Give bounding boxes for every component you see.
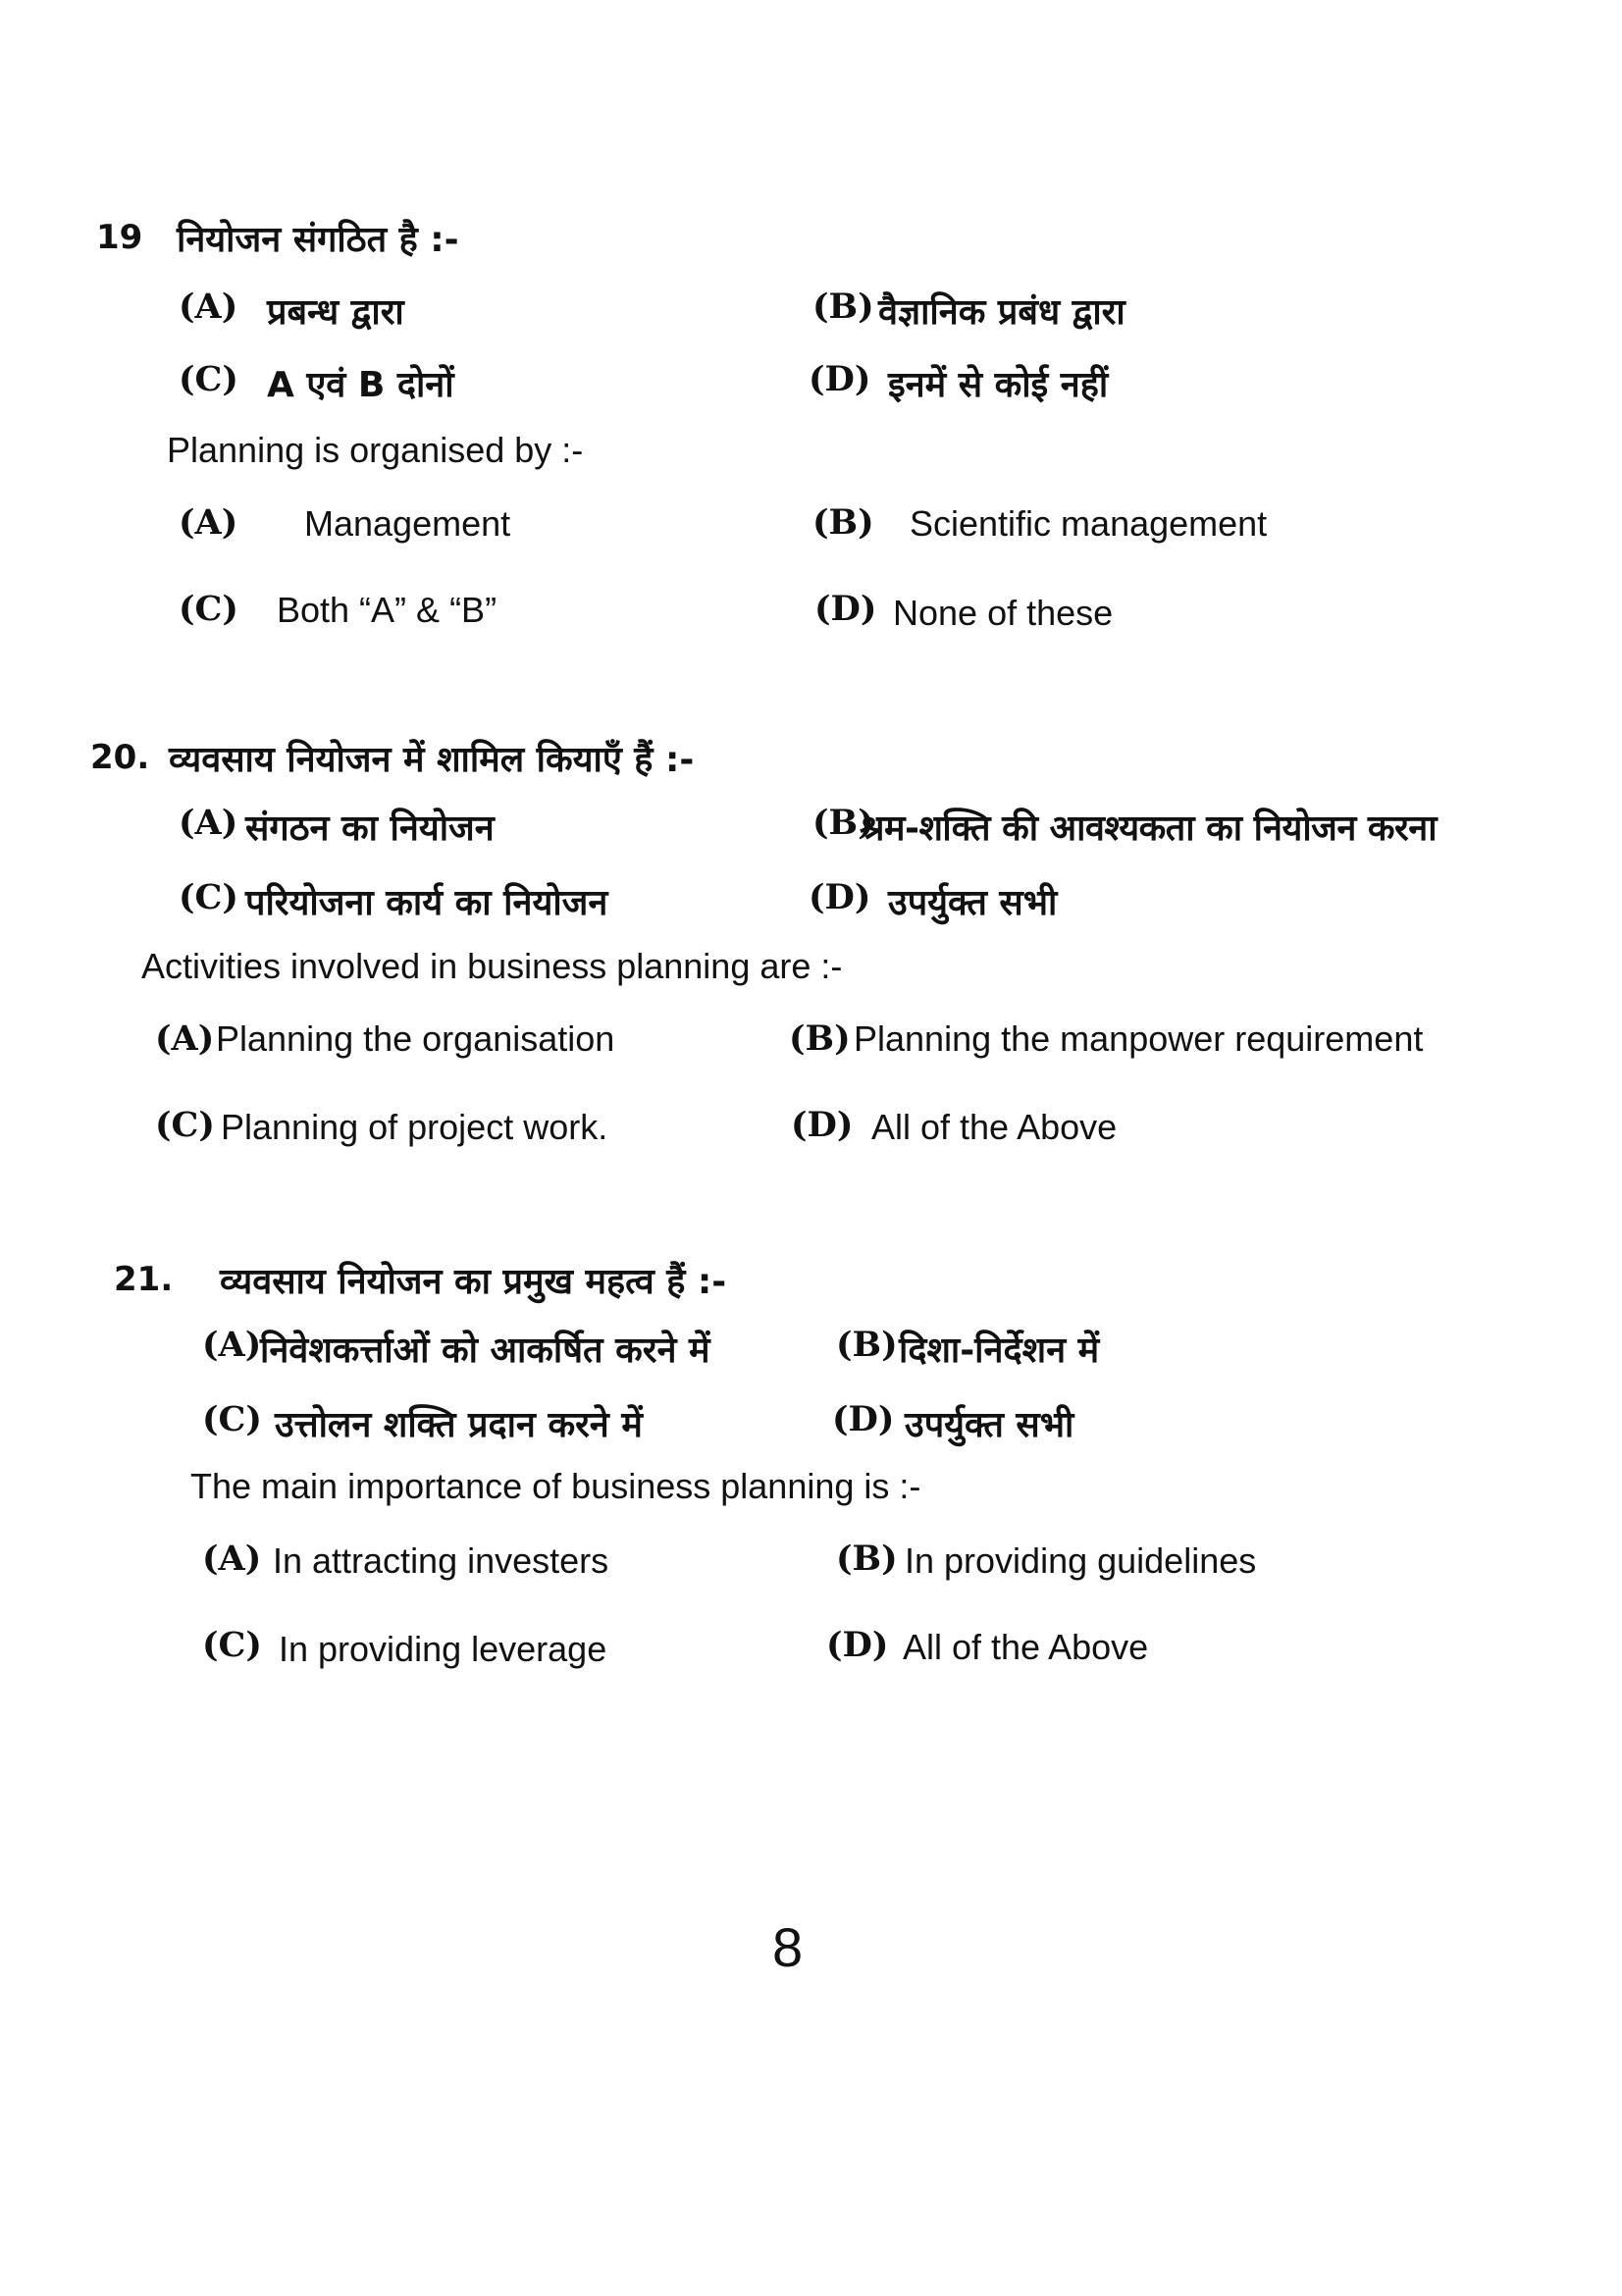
hindi-option-c: उत्तोलन शक्ति प्रदान करने में xyxy=(275,1405,643,1445)
option-label: (B) xyxy=(812,502,874,543)
english-option-d: All of the Above xyxy=(871,1107,1118,1147)
hindi-option-b: श्रम-शक्ति की आवश्यकता का नियोजन करना xyxy=(860,809,1438,849)
option-label: (B) xyxy=(812,287,874,327)
question-number: 20. xyxy=(90,738,150,777)
english-option-c: Both “A” & “B” xyxy=(277,590,497,630)
hindi-option-c: A एवं B दोनों xyxy=(267,365,454,405)
hindi-option-c: परियोजना कार्य का नियोजन xyxy=(245,883,608,923)
page-number: 8 xyxy=(772,1916,804,1978)
hindi-question-text: नियोजन संगठित है :- xyxy=(177,220,459,260)
hindi-option-a: प्रबन्ध द्वारा xyxy=(267,292,404,333)
english-option-a: Planning the organisation xyxy=(216,1018,615,1059)
english-option-b: Scientific management xyxy=(910,503,1268,544)
english-option-a: Management xyxy=(304,503,511,544)
option-label: (B) xyxy=(789,1018,851,1059)
hindi-option-a: संगठन का नियोजन xyxy=(245,809,495,849)
hindi-question-text: व्यवसाय नियोजन में शामिल कियाएँ हैं :- xyxy=(169,740,695,780)
hindi-option-d: उपर्युक्त सभी xyxy=(905,1405,1074,1445)
option-label: (A) xyxy=(202,1325,262,1365)
option-label: (C) xyxy=(155,1105,215,1145)
english-option-c: In providing leverage xyxy=(279,1629,607,1669)
english-option-b: In providing guidelines xyxy=(905,1540,1257,1581)
option-label: (A) xyxy=(202,1539,262,1579)
english-option-d: All of the Above xyxy=(903,1627,1149,1667)
option-label: (D) xyxy=(791,1105,854,1145)
option-label: (C) xyxy=(179,359,238,399)
option-label: (B) xyxy=(836,1539,898,1579)
question-number: 19 xyxy=(96,218,143,257)
option-label: (B) xyxy=(812,803,874,843)
english-option-a: In attracting investers xyxy=(273,1540,609,1581)
option-label: (D) xyxy=(809,359,871,399)
option-label: (A) xyxy=(179,502,238,543)
english-option-d: None of these xyxy=(893,593,1114,633)
option-label: (C) xyxy=(179,877,238,917)
option-label: (A) xyxy=(155,1018,215,1059)
english-question-text: Activities involved in business planning are :- xyxy=(141,946,843,986)
option-label: (D) xyxy=(809,877,871,917)
option-label: (D) xyxy=(826,1625,889,1665)
hindi-option-d: उपर्युक्त सभी xyxy=(888,883,1058,923)
hindi-option-b: दिशा-निर्देशन में xyxy=(899,1331,1100,1371)
english-option-b: Planning the manpower requirement xyxy=(854,1018,1424,1059)
option-label: (C) xyxy=(202,1399,262,1439)
option-label: (D) xyxy=(814,589,877,629)
hindi-question-text: व्यवसाय नियोजन का प्रमुख महत्व हैं :- xyxy=(220,1262,727,1302)
option-label: (A) xyxy=(179,803,238,843)
english-option-c: Planning of project work. xyxy=(221,1107,608,1147)
option-label: (C) xyxy=(179,589,238,629)
option-label: (C) xyxy=(202,1625,262,1665)
english-question-text: The main importance of business planning is :- xyxy=(190,1466,921,1506)
option-label: (D) xyxy=(832,1399,895,1439)
option-label: (B) xyxy=(836,1325,898,1365)
hindi-option-d: इनमें से कोई नहीं xyxy=(888,365,1109,405)
question-number: 21. xyxy=(114,1260,174,1299)
hindi-option-b: वैज्ञानिक प्रबंध द्वारा xyxy=(878,292,1125,333)
english-question-text: Planning is organised by :- xyxy=(167,430,584,470)
hindi-option-a: निवेशकर्त्ताओं को आकर्षित करने में xyxy=(260,1331,710,1371)
option-label: (A) xyxy=(179,287,238,327)
